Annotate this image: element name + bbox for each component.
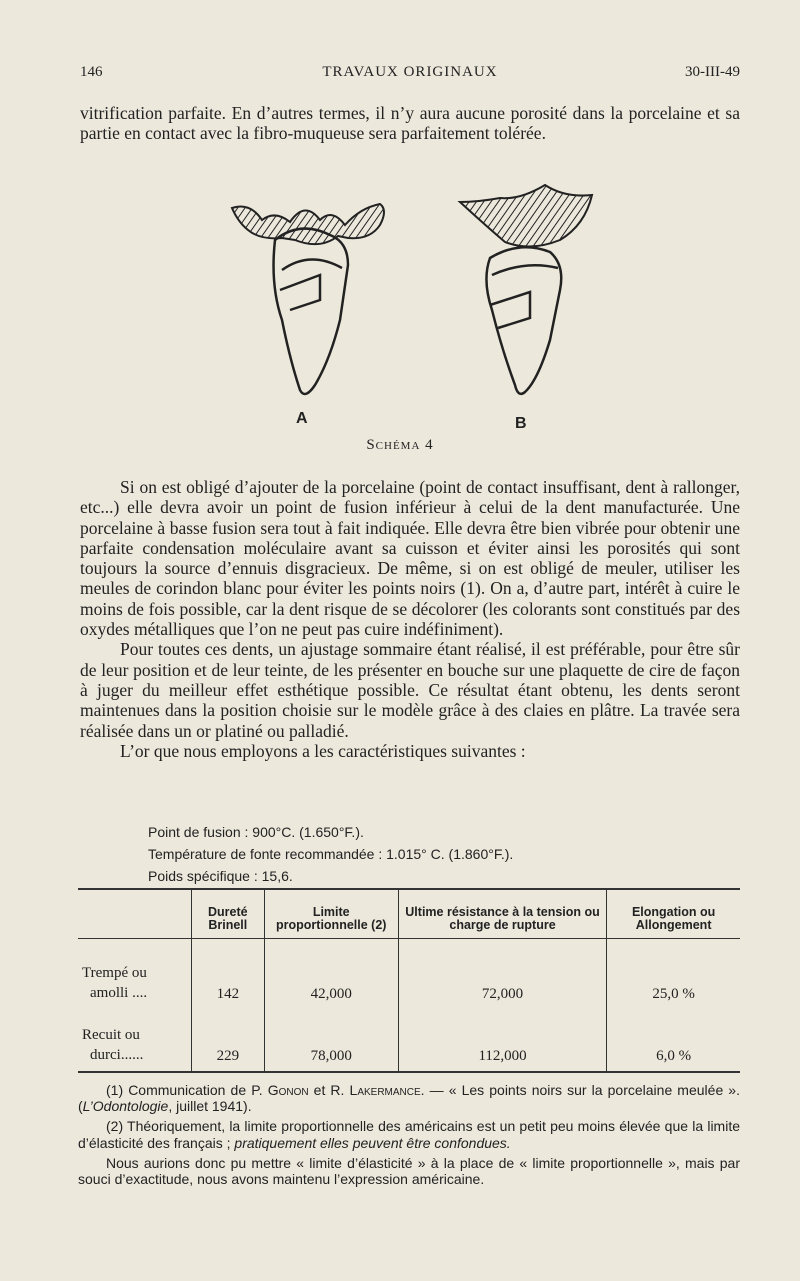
table-row <box>78 1003 740 1072</box>
gold-properties-table <box>78 888 740 1073</box>
cell-brinell: 229 <box>192 1003 265 1072</box>
row-label: Trempé ou amolli .... <box>82 965 148 1001</box>
footnote-2: (2) Théoriquement, la limite proportionnelle des américains est un petit peu moins élevée que la limite d’élasticité des français ; pratiquement elles peuvent être confondues. <box>78 1118 740 1151</box>
issue-date: 30-III-49 <box>685 64 740 80</box>
gold-specs-list <box>148 821 513 887</box>
schema-illustration <box>220 180 600 440</box>
table-header-brinell: Dureté Brinell <box>192 889 265 939</box>
table-row <box>78 939 740 1004</box>
paragraph-porcelain: Si on est obligé d’ajouter de la porcelaine (point de contact insuffisant, dent à rallonger, etc...) elle devra avoir un point de fusion inférieur à celui de la dent manufacturée. Une porcelaine à basse fusion sera tout à fait indiquée. Elle devra être bien vibrée pour obtenir une parfaite condensation moléculaire avant sa cuisson et éviter ainsi les porosités qui sont toujours la source d’ennuis disgracieux. De même, si on est obligé de meuler, utiliser les meules de corindon blanc pour éviter les points noirs (1). On a, d’autre part, intérêt à cuire le moins de fois possible, car la dent risque de se décolorer (les colorants sont constitués par des oxydes métalliques que l’on ne peut pas cuire indéfiniment). <box>80 477 740 640</box>
spec-specific-gravity: Poids spécifique : 15,6. <box>148 868 293 884</box>
cell-strength: 112,000 <box>398 1003 606 1072</box>
table-header-elongation: Elongation ou Allongement <box>607 889 740 939</box>
paragraph-gold-intro: L’or que nous employons a les caractéristiques suivantes : <box>120 740 526 761</box>
running-header <box>80 64 740 88</box>
cell-elongation: 6,0 % <box>607 1003 740 1072</box>
running-title: TRAVAUX ORIGINAUX <box>322 64 498 80</box>
footnote-3: Nous aurions donc pu mettre « limite d’élasticité » à la place de « limite proportionnelle », mais par souci d’exactitude, nous avons maintenu l’expression américaine. <box>78 1154 740 1188</box>
intro-text: vitrification parfaite. En d’autres termes, il n’y aura aucune porosité dans la porcelaine et sa partie en contact avec la fibro-muqueuse sera parfaitement tolérée. <box>80 103 740 144</box>
schema-caption: Schéma 4 <box>366 437 434 453</box>
tooth-b-drawing <box>460 185 592 394</box>
tooth-a-drawing <box>232 204 384 394</box>
schema-label-a: A <box>296 410 308 427</box>
footnote-1: (1) Communication de P. Gonon et R. Lakermance. — « Les points noirs sur la porcelaine meulée ». (L’Odontologie, juillet 1941). <box>78 1082 740 1115</box>
table-header-strength: Ultime résistance à la tension ou charge de rupture <box>398 889 606 939</box>
table-header-empty <box>78 889 192 939</box>
cell-limit: 78,000 <box>264 1003 398 1072</box>
spec-casting-temp: Température de fonte recommandée : 1.015° C. (1.860°F.). <box>148 846 514 862</box>
row-label: Recuit ou durci...... <box>78 1003 192 1072</box>
cell-strength: 72,000 <box>398 939 606 1004</box>
table-header-limit: Limite proportionnelle (2) <box>264 889 398 939</box>
table-header-row <box>78 889 740 939</box>
paragraph-adjustment: Pour toutes ces dents, un ajustage sommaire étant réalisé, il est préférable, pour être sûr de leur position et de leur teinte, de les présenter en bouche sur une plaquette de cire de façon à juger du meilleur effet esthétique possible. Ce résultat étant obtenu, les dents seront maintenues dans la position choisie sur le modèle grâce à des claies en plâtre. La travée sera réalisée dans un or platiné ou palladié. <box>80 639 740 741</box>
main-text <box>80 477 740 761</box>
spec-melting-point: Point de fusion : 900°C. (1.650°F.). <box>148 824 364 840</box>
footnotes <box>78 1082 740 1191</box>
intro-paragraph <box>80 103 740 144</box>
page-number: 146 <box>80 64 103 80</box>
cell-limit: 42,000 <box>264 939 398 1004</box>
cell-elongation: 25,0 % <box>607 939 740 1004</box>
schema-label-b: B <box>515 415 527 432</box>
cell-brinell: 142 <box>192 939 265 1004</box>
